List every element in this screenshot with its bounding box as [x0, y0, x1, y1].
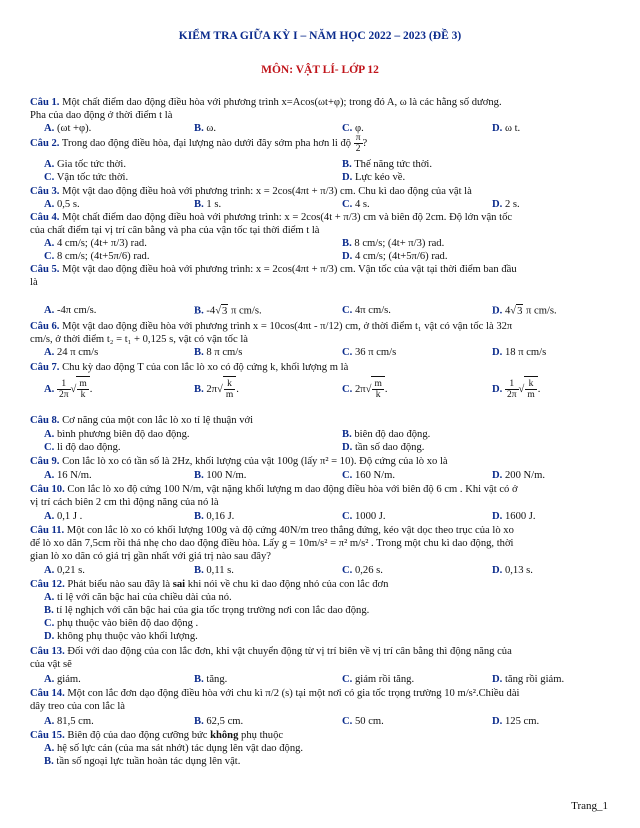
question-text-cont: của vật sẽ [30, 659, 72, 670]
question-text-cont: cm/s, ở thời điểm t₂ = t₁ + 0,125 s, vật có vận tốc là [30, 334, 248, 345]
page-number: Trang_1 [571, 800, 608, 812]
question-number: Câu 4. [30, 212, 60, 223]
question-13 [30, 645, 615, 671]
option-c[interactable]: C. 160 N/m. [342, 470, 395, 481]
option-a[interactable]: A. 16 N/m. [44, 470, 92, 481]
option-c[interactable]: C. 2π√ $\frac{m}{k}$ . [342, 376, 388, 403]
question-8 [30, 414, 615, 427]
question-text: Một con lắc lò xo có khối lượng 100g và độ cứng 40N/m treo thẳng đứng, kéo vật dọc theo trục của lò xo [64, 525, 514, 536]
option-a[interactable]: A. tỉ lệ với căn bậc hai của chiều dài của nó. [44, 592, 232, 603]
question-2: Câu 2. Trong dao động điều hòa, đại lượng nào dưới đây sớm pha hơn li độ $\frac{\pi}{2}$ ? [30, 133, 368, 155]
question-3 [30, 185, 615, 198]
option-a[interactable]: A. 24 π cm/s [44, 347, 99, 358]
option-c[interactable]: C. φ. [342, 123, 364, 134]
option-d[interactable]: D. ω t. [492, 123, 521, 134]
option-d[interactable]: D. Lực kéo về. [342, 172, 406, 183]
option-d[interactable]: D. tăng rồi giảm. [492, 674, 565, 685]
question-15: Câu 15. Biên độ của dao động cưỡng bức không phụ thuộc [30, 730, 284, 741]
question-text-cont: gian lò xo dãn có giá trị gần nhất với giá trị nào sau đây? [30, 551, 271, 562]
question-number: Câu 10. [30, 484, 65, 495]
question-text-cont: là [30, 277, 38, 288]
answers-7 [44, 376, 614, 402]
option-d[interactable]: D. 1600 J. [492, 511, 536, 522]
answers-4-row2 [44, 250, 614, 263]
answers-3 [44, 198, 614, 211]
question-text: Một vật dao động điều hoà với phương trình: x = 2cos(4πt + π/3) cm. Chu kì dao động của vật là [59, 186, 472, 197]
question-text: Một vật dao động điều hòa với phương trình x = 10cos(4πt - π/12) cm, ở thời điểm t₁ vật có vận tốc là 32π [59, 321, 513, 332]
question-number: Câu 15. [30, 730, 65, 741]
option-c[interactable]: C. 0,26 s. [342, 565, 383, 576]
option-b[interactable]: B. tần số ngoại lực tuần hoàn tác dụng lên vật. [44, 756, 241, 767]
answers-4-row1 [44, 237, 614, 250]
question-number: Câu 14. [30, 688, 65, 699]
question-text-cont: Pha của dao động ở thời điểm t là [30, 110, 173, 121]
option-c[interactable]: C. 1000 J. [342, 511, 386, 522]
option-d[interactable]: D. 2 s. [492, 199, 520, 210]
option-d[interactable]: D. 18 π cm/s [492, 347, 547, 358]
answer-12-b [44, 604, 614, 617]
answer-12-c [44, 617, 614, 630]
option-d[interactable]: D. 200 N/m. [492, 470, 545, 481]
answers-6 [44, 346, 614, 359]
question-text-cont: để lò xo dãn 7,5cm rồi thả nhẹ cho dao động điều hòa. Lấy g = 10m/s² = π² m/s² . Trong một chu kì dao động, thời [30, 538, 514, 549]
option-a[interactable]: A. 0,1 J . [44, 511, 83, 522]
question-text: Cơ năng của một con lắc lò xo tỉ lệ thuận với [59, 415, 254, 426]
question-number: Câu 7. [30, 362, 60, 373]
option-c[interactable]: C. phụ thuộc vào biên độ dao động . [44, 618, 199, 629]
question-text-cont: dây treo của con lắc là [30, 701, 125, 712]
answers-2-row1 [44, 158, 614, 171]
option-d[interactable]: D. tần số dao động. [342, 442, 425, 453]
question-11 [30, 524, 615, 563]
option-a[interactable]: A. 4 cm/s; (4t+ π/3) rad. [44, 238, 147, 249]
answers-8-row2 [44, 441, 614, 454]
question-text-cont: của chất điểm tại vị trí cân bằng và pha của vận tốc tại thời điểm t là [30, 225, 320, 236]
question-9 [30, 455, 615, 468]
option-b[interactable]: B. 0,16 J. [194, 511, 235, 522]
question-number: Câu 9. [30, 456, 60, 467]
option-b[interactable]: B. 0,11 s. [194, 565, 234, 576]
option-c[interactable]: C. 36 π cm/s [342, 347, 397, 358]
question-text: Chu kỳ dao động T của con lắc lò xo có độ cứng k, khối lượng m là [59, 362, 349, 373]
question-text: Con lắc lò xo độ cứng 100 N/m, vật nặng khối lượng m dao động điều hòa với biên độ 6 cm . Khi vật có ở [64, 484, 518, 495]
option-d[interactable]: D. 4√3 π cm/s. [492, 305, 557, 317]
option-a[interactable]: A. 0,21 s. [44, 565, 85, 576]
question-4 [30, 211, 615, 237]
question-text: Một con lắc đơn dạo động điều hòa với chu kì π/2 (s) tại một nơi có gia tốc trọng trường 10 m/s².Chiều dài [64, 688, 520, 699]
question-number: Câu 11. [30, 525, 65, 536]
question-10 [30, 483, 615, 509]
question-text-cont: vị trí cách biên 2 cm thì động năng của nó là [30, 497, 219, 508]
question-number: Câu 3. [30, 186, 60, 197]
option-c[interactable]: C. 50 cm. [342, 716, 384, 727]
answers-9 [44, 469, 614, 482]
option-b[interactable]: B. Thế năng tức thời. [342, 159, 433, 170]
option-b[interactable]: B. 8 cm/s; (4t+ π/3) rad. [342, 238, 445, 249]
option-c[interactable]: C. 4π cm/s. [342, 305, 391, 316]
question-number: Câu 5. [30, 264, 60, 275]
question-number: Câu 8. [30, 415, 60, 426]
answers-8-row1 [44, 428, 614, 441]
option-c[interactable]: C. giảm rồi tăng. [342, 674, 415, 685]
answers-13 [44, 673, 614, 686]
option-b[interactable]: B. ω. [194, 123, 216, 134]
answer-12-d [44, 630, 614, 643]
question-7 [30, 361, 615, 374]
option-a[interactable]: A. 0,5 s. [44, 199, 80, 210]
option-d[interactable]: D. 4 cm/s; (4t+5π/6) rad. [342, 251, 448, 262]
option-a[interactable]: A. giảm. [44, 674, 81, 685]
option-b[interactable]: B. -4√3 π cm/s. [194, 305, 262, 317]
emphasis-word: sai [172, 579, 186, 590]
exam-title: KIỂM TRA GIỮA KỲ I – NĂM HỌC 2022 – 2023 (ĐỀ 3) [178, 30, 462, 42]
question-1 [30, 96, 615, 122]
option-b[interactable]: B. tỉ lệ nghịch với căn bậc hai của gia tốc trọng trường nơi con lắc dao động. [44, 605, 370, 616]
option-d[interactable]: D. 0,13 s. [492, 565, 533, 576]
question-12: Câu 12. Phát biểu nào sau đây là sai khi nói về chu kì dao động nhỏ của con lắc đơn [30, 579, 389, 590]
answers-5 [44, 304, 614, 317]
option-a[interactable]: A. hệ số lực cản (của ma sát nhớt) tác dụng lên vật dao động. [44, 743, 304, 754]
question-number: Câu 1. [30, 97, 60, 108]
option-b[interactable]: B. 62,5 cm. [194, 716, 244, 727]
question-number: Câu 12. [30, 579, 65, 590]
option-c[interactable]: C. 8 cm/s; (4t+5π/6) rad. [44, 251, 150, 262]
option-a[interactable]: A. bình phương biên độ dao động. [44, 429, 190, 440]
option-a[interactable]: A. 81,5 cm. [44, 716, 94, 727]
question-text: Con lắc lò xo có tần số là 2Hz, khối lượng của vật 100g (lấy π² = 10). Độ cứng của lò xo là [59, 456, 448, 467]
question-text: Một vật dao động điều hoà với phương trình: x = 2cos(4πt + π/3) cm. Vận tốc của vật tại thời điểm ban đầu [59, 264, 517, 275]
answers-11 [44, 564, 614, 577]
option-a[interactable]: A. -4π cm/s. [44, 305, 97, 316]
option-c[interactable]: C. li độ dao động. [44, 442, 121, 453]
option-a[interactable]: A. $\frac{1}{2\pi}$ √ $\frac{m}{k}$ . [44, 376, 92, 403]
option-d[interactable]: D. $\frac{1}{2\pi}$ √ $\frac{k}{m}$ . [492, 376, 540, 403]
option-b[interactable]: B. 8 π cm/s [194, 347, 243, 358]
option-c[interactable]: C. Vận tốc tức thời. [44, 172, 129, 183]
option-a[interactable]: A. (ωt +φ). [44, 123, 92, 134]
option-b[interactable]: B. 1 s. [194, 199, 222, 210]
question-text: Trong dao động điều hòa, đại lượng nào dưới đây sớm pha hơn li độ [59, 138, 352, 149]
question-text: Một chất điểm dao động điều hòa với phương trình x=Acos(ωt+φ); trong đó A, ω là các hằng số dương. [59, 97, 502, 108]
question-14 [30, 687, 615, 713]
subject-title: MÔN: VẬT LÍ- LỚP 12 [261, 64, 379, 76]
answer-12-a [44, 591, 614, 604]
question-text: Đối với dao động của con lắc đơn, khi vật chuyển động từ vị trí biên về vị trí cân bằng thì động năng của [64, 646, 512, 657]
option-b[interactable]: B. biên độ dao động. [342, 429, 431, 440]
answers-10 [44, 510, 614, 523]
answers-2-row2 [44, 171, 614, 184]
option-c[interactable]: C. 4 s. [342, 199, 370, 210]
option-d[interactable]: D. không phụ thuộc vào khối lượng. [44, 631, 198, 642]
option-b[interactable]: B. tăng. [194, 674, 228, 685]
question-5 [30, 263, 615, 289]
answer-15-b [44, 755, 614, 768]
question-number: Câu 2. [30, 138, 60, 149]
option-a[interactable]: A. Gia tốc tức thời. [44, 159, 126, 170]
question-number: Câu 13. [30, 646, 65, 657]
question-text: Một chất điểm dao động điều hoà với phương trình: x = 2cos(4t + π/3) cm và biên độ 2cm. Độ lớn vận tốc [59, 212, 513, 223]
option-b[interactable]: B. 100 N/m. [194, 470, 247, 481]
question-6 [30, 320, 615, 346]
fraction-pi-over-2: $\frac{\pi}{2}$ [355, 133, 361, 155]
answer-15-a [44, 742, 614, 755]
emphasis-word: không [210, 730, 239, 741]
question-number: Câu 6. [30, 321, 60, 332]
option-b[interactable]: B. 2π√ $\frac{k}{m}$ . [194, 376, 239, 403]
option-d[interactable]: D. 125 cm. [492, 716, 540, 727]
answers-14 [44, 715, 614, 728]
